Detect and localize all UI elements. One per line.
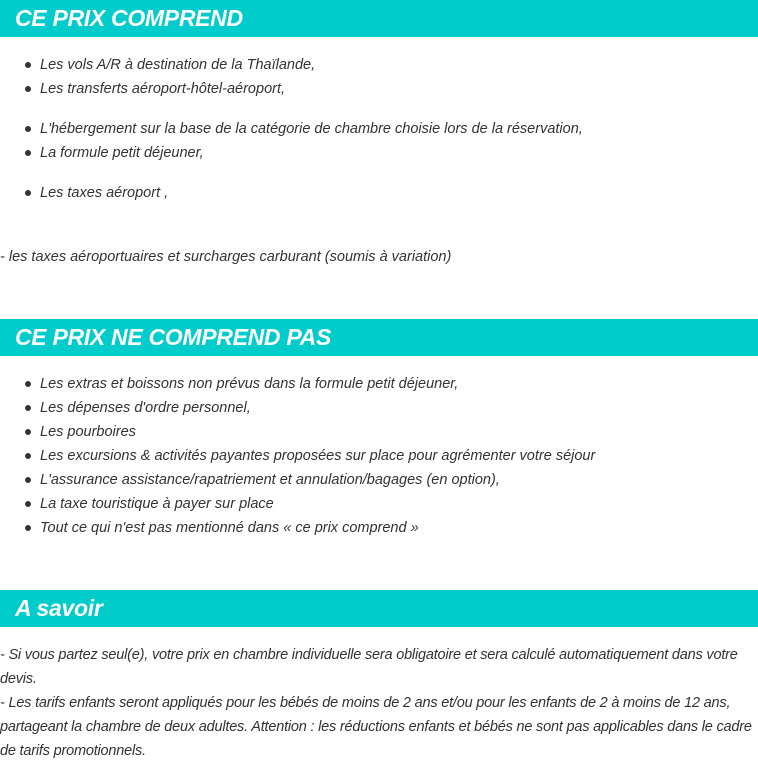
included-list-group-3: [0, 181, 168, 205]
list-item: Les vols A/R à destination de la Thaïlande,: [0, 53, 315, 77]
bullet-icon: [25, 86, 31, 92]
list-item: Les pourboires: [0, 420, 595, 444]
list-item: Les transferts aéroport-hôtel-aéroport,: [0, 77, 315, 101]
list-item: Les extras et boissons non prévus dans la formule petit déjeuner,: [0, 372, 595, 396]
bullet-icon: [25, 190, 31, 196]
info-paragraph-child-rates: - Les tarifs enfants seront appliqués pour les bébés de moins de 2 ans et/ou pour les enfants de 2 à moins de 12 ans, partageant la chambre de deux adultes. Attention : les réductions enfants et bébés ne sont pas applicables dans le cadre de tarifs promotionnels.: [0, 695, 752, 759]
info-header: [0, 590, 758, 627]
bullet-icon: [25, 453, 31, 459]
list-item: Les excursions & activités payantes proposées sur place pour agrémenter votre séjour: [0, 444, 595, 468]
bullet-icon: [25, 525, 31, 531]
info-paragraph-single-room: - Si vous partez seul(e), votre prix en chambre individuelle sera obligatoire et sera calculé automatiquement dans votre devis.: [0, 647, 738, 687]
list-item: Tout ce qui n'est pas mentionné dans « ce prix comprend »: [0, 516, 595, 540]
list-item: L'assurance assistance/rapatriement et annulation/bagages (en option),: [0, 468, 595, 492]
included-list-group-2: [0, 117, 583, 165]
excluded-title: CE PRIX NE COMPREND PAS: [15, 324, 331, 350]
list-item: La formule petit déjeuner,: [0, 141, 583, 165]
list-item: Les taxes aéroport ,: [0, 181, 168, 205]
excluded-list: [0, 372, 595, 540]
bullet-icon: [25, 150, 31, 156]
bullet-icon: [25, 477, 31, 483]
included-title: CE PRIX COMPREND: [15, 5, 243, 31]
included-list-group-1: [0, 53, 315, 101]
included-note: - les taxes aéroportuaires et surcharges carburant (soumis à variation): [0, 249, 452, 265]
bullet-icon: [25, 62, 31, 68]
bullet-icon: [25, 429, 31, 435]
info-title: A savoir: [15, 595, 103, 621]
included-header: [0, 0, 758, 37]
list-item: L'hébergement sur la base de la catégorie de chambre choisie lors de la réservation,: [0, 117, 583, 141]
bullet-icon: [25, 501, 31, 507]
bullet-icon: [25, 381, 31, 387]
list-item: La taxe touristique à payer sur place: [0, 492, 595, 516]
excluded-header: [0, 319, 758, 356]
bullet-icon: [25, 405, 31, 411]
list-item: Les dépenses d'ordre personnel,: [0, 396, 595, 420]
bullet-icon: [25, 126, 31, 132]
